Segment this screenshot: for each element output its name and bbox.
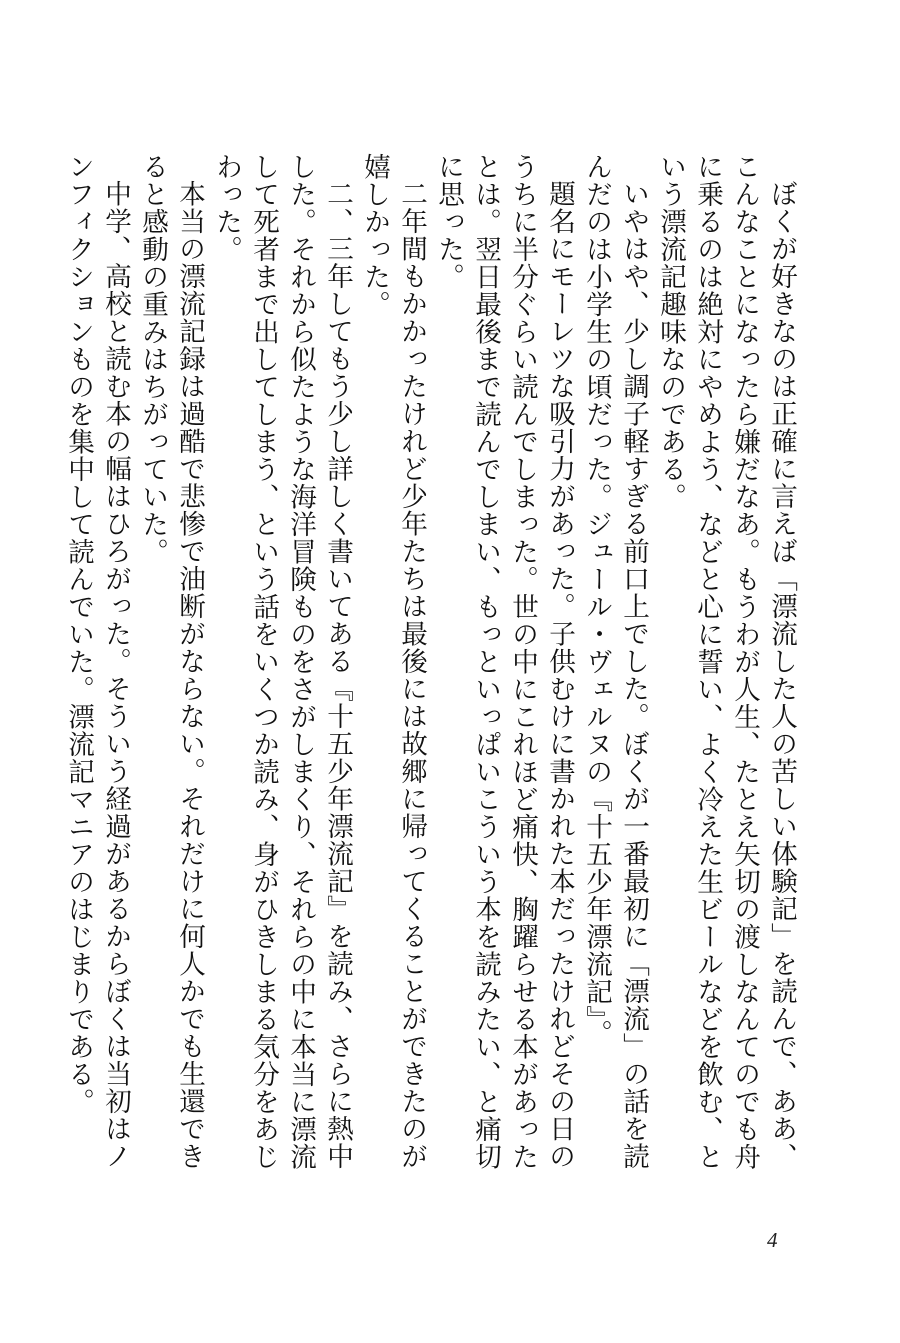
paragraph-1: ぼくが好きなのは正確に言えば「漂流した人の苦しい体験記」を読んで、ああ、こんなことになったら嫌だなあ。もうわが人生、たとえ矢切の渡しなんてのでも舟に乗るのは絶対にやめよう、などと心に誓い、よく冷えた生ビールなどを飲む、という漂流記趣味なのである。 (655, 153, 797, 1171)
paragraph-3: 題名にモーレツな吸引力があった。子供むけに書かれた本だったけれどその日のうちに半分ぐらい読んでしまった。世の中にこれほど痛快、胸躍らせる本があったとは。翌日最後まで読んでしまい、もっといっぱいこういう本を読みたい、と痛切に思った。 (433, 153, 575, 1171)
body-text (60, 153, 800, 1193)
paragraph-6: 本当の漂流記録は過酷で悲惨で油断がならない。それだけに何人かでも生還できると感動の重みはちがっていた。 (137, 153, 205, 1170)
paragraph-2: いやはや、少し調子軽すぎる前口上でした。ぼくが一番最初に「漂流」の話を読んだのは小学生の頃だった。ジュール・ヴェルヌの『十五少年漂流記』。 (581, 153, 649, 1170)
page-number: 4 (767, 1228, 778, 1252)
paragraph-4: 二年間もかかったけれど少年たちは最後には故郷に帰ってくることができたのが嬉しかった。 (359, 153, 427, 1170)
paragraph-5: 二、三年してもう少し詳しく書いてある『十五少年漂流記』を読み、さらに熱中した。それから似たような海洋冒険ものをさがしまくり、それらの中に本当に漂流して死者まで出してしまう、という話をいくつか読み、身がひきしまる気分をあじわった。 (211, 153, 353, 1171)
paragraph-7: 中学、高校と読む本の幅はひろがった。そういう経過があるからぼくは当初はノンフィクションものを集中して読んでいた。漂流記マニアのはじまりである。 (63, 153, 131, 1170)
